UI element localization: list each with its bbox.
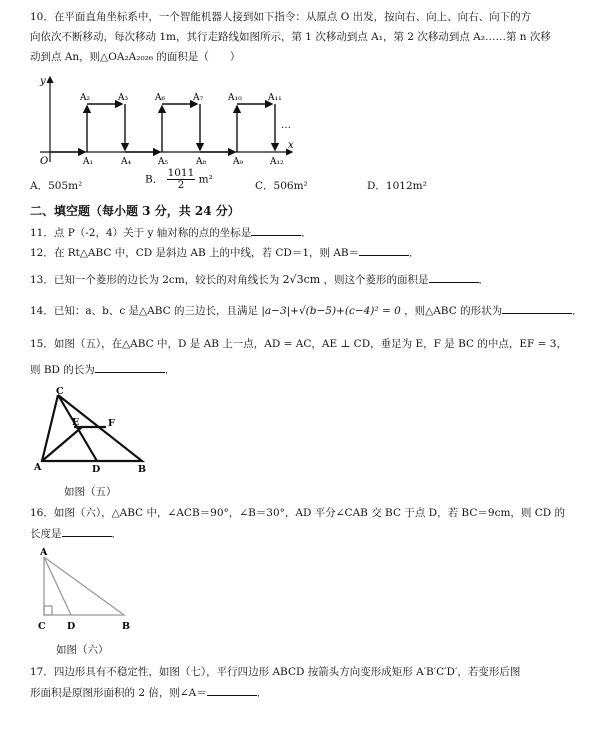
q17-answer-blank[interactable] [207,685,257,696]
graph-y-label: y [40,76,46,87]
q14-period: ． [572,305,583,317]
fig5-label-b: B [138,464,147,475]
graph-ellipsis: … [281,120,291,131]
graph-label-a7: A₇ [193,93,204,103]
graph-label-a6: A₆ [155,93,166,103]
fig6-label-a: A [40,547,48,558]
fig6-label-d: D [67,621,76,632]
q17-line-2 [30,685,267,700]
graph-label-a1: A₁ [83,157,94,167]
q14-math: |a−3|+√(b−5)+(c−4)² = 0 [261,305,401,317]
q10-option-b [145,168,213,191]
q12-period: ． [409,247,420,259]
graph-x-label: x [288,140,294,151]
q13-math: 2√3cm [282,273,321,286]
graph-label-a12: A₁₂ [270,157,284,167]
q13-period: ． [478,274,490,286]
fig5-label-f: F [108,418,115,429]
q13-text-pre: 13．已知一个菱形的边长为 2cm，较长的对角线长为 [30,274,280,286]
q14 [30,303,583,318]
q13-text-post: ，则这个菱形的面积是 [323,274,429,286]
q17-line-1: 17．四边形具有不稳定性，如图（七），平行四边形 ABCD 按箭头方向变形成矩形 A′B′C′D′，若变形后图 [30,666,521,678]
q16-period: ． [111,528,122,540]
fig6-label-c: C [38,621,46,632]
q15-text: 则 BD 的长为 [30,364,95,376]
q16-line-1: 16．如图（六），△ABC 中，∠ACB＝90°，∠B＝30°，AD 平分∠CAB 交 BC 于点 D，若 BC＝9cm，则 CD 的 [30,507,566,519]
q14-answer-blank[interactable] [502,303,572,314]
figure-6-caption: 如图（六） [56,644,109,656]
fig5-label-c: C [56,386,64,397]
graph-label-a2: A₂ [80,93,91,103]
graph-label-a4: A₄ [121,157,132,167]
q10-option-c: C．506m² [255,180,308,192]
q10-option-b-numerator: 1011 [167,167,195,179]
q17-period: ． [256,687,268,699]
q16-text: 长度是 [30,528,62,540]
fig5-label-d: D [92,464,101,475]
q15-line-2 [30,362,175,377]
q15-line-1: 15．如图（五），在△ABC 中，D 是 AB 上一点，AD = AC，AE ⊥ CD，垂足为 E，F 是 BC 的中点，EF = 3， [30,338,567,350]
graph-label-a8: A₈ [196,157,207,167]
figure-5-triangle [30,385,160,475]
q15-period: ． [164,364,176,376]
q16-answer-blank[interactable] [62,526,112,537]
q12-answer-blank[interactable] [359,245,409,256]
q10-option-a: A．505m² [30,180,83,192]
section-2-title: 二、填空题（每小题 3 分，共 24 分） [30,204,240,218]
figure-6-triangle [30,545,150,635]
q13-answer-blank[interactable] [429,272,479,283]
q11-answer-blank[interactable] [251,225,301,236]
q10-line-1: 10．在平面直角坐标系中，一个智能机器人接到如下指令：从原点 O 出发，按向右、向上、向右、向下的方 [30,11,532,23]
q10-path-graph [30,72,300,167]
graph-origin-label: O [40,156,49,167]
graph-label-a3: A₃ [118,93,129,103]
q10-option-b-fraction [167,168,196,191]
fig5-label-a: A [34,462,42,473]
q12-text: 12．在 Rt△ABC 中，CD 是斜边 AB 上的中线，若 CD＝1，则 AB＝ [30,247,360,259]
graph-label-a11: A₁₁ [268,93,282,103]
q10-line-3: 动到点 An，则△OA₂A₂₀₂₆ 的面积是（ ） [30,51,241,63]
q11-text: 11．点 P（-2，4）关于 y 轴对称的点的坐标是 [30,227,252,239]
q14-text-post: ，则△ABC 的形状为 [404,305,503,317]
q12 [30,245,420,260]
q15-answer-blank[interactable] [95,362,165,373]
q10-option-d: D．1012m² [367,180,427,192]
graph-label-a9: A₉ [233,157,244,167]
q10-option-b-denominator: 2 [177,179,185,191]
q16-line-2 [30,526,122,541]
graph-label-a5: A₅ [158,157,169,167]
q14-text-pre: 14．已知：a、b、c 是△ABC 的三边长，且满足 [30,305,259,317]
q11-period: ． [301,227,312,239]
q13 [30,272,489,287]
graph-label-a10: A₁₀ [228,93,242,103]
q10-line-2: 向依次不断移动，每次移动 1m，其行走路线如图所示，第 1 次移动到点 A₁，第 2 次移动到点 A₂……第 n 次移 [30,31,551,43]
q11 [30,225,312,240]
figure-5-caption: 如图（五） [64,486,117,498]
q10-option-b-label: B． [145,173,164,186]
q17-text: 形面积是原图形面积的 2 倍，则∠A＝ [30,687,207,699]
q10-option-b-unit: m² [198,173,213,186]
fig6-label-b: B [122,621,131,632]
fig5-label-e: E [72,417,80,428]
